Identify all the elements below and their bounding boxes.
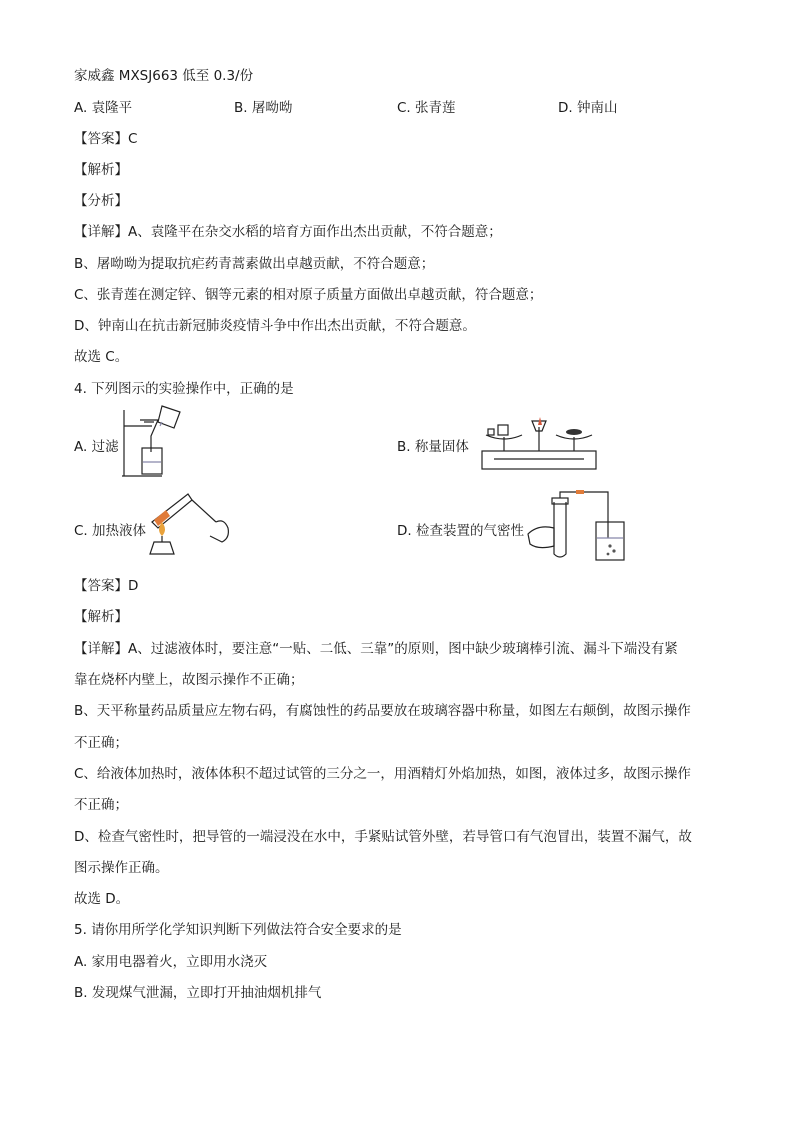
q3-option-a: A. 袁隆平 <box>74 100 133 116</box>
q5-stem: 5. 请你用所学化学知识判断下列做法符合安全要求的是 <box>74 922 402 938</box>
q3-detail-line: D、钟南山在抗击新冠肺炎疫情斗争中作出杰出贡献，不符合题意。 <box>74 318 476 334</box>
q3-option-b: B. 屠呦呦 <box>234 100 293 116</box>
q4-detail-line: B、天平称量药品质量应左物右码，有腐蚀性的药品要放在玻璃容器中称量，如图左右颠倒，故图示操作 <box>74 703 691 719</box>
q4-option-b: B. 称量固体 <box>397 439 469 455</box>
q4-conclusion: 故选 D。 <box>74 891 130 907</box>
q3-fenxi-label: 【分析】 <box>74 193 128 209</box>
q5-option-b: B. 发现煤气泄漏，立即打开抽油烟机排气 <box>74 985 322 1001</box>
header-note: 家威鑫 MXSJ663 低至 0.3/份 <box>74 68 254 84</box>
q3-conclusion: 故选 C。 <box>74 349 129 365</box>
q4-option-d: D. 检查装置的气密性 <box>397 523 524 539</box>
q4-detail-line: D、检查气密性时，把导管的一端浸没在水中，手紧贴试管外壁，若导管口有气泡冒出，装置不漏气，故 <box>74 829 692 845</box>
heating-liquid-figure <box>144 488 236 560</box>
q4-option-a: A. 过滤 <box>74 439 119 455</box>
q4-stem: 4. 下列图示的实验操作中，正确的是 <box>74 381 294 397</box>
airtightness-check-figure <box>524 488 636 564</box>
q4-option-c: C. 加热液体 <box>74 523 147 539</box>
q4-detail-line: 靠在烧杯内壁上，故图示操作不正确； <box>74 672 304 688</box>
q4-answer: 【答案】D <box>74 578 139 594</box>
q3-option-c: C. 张青莲 <box>397 100 456 116</box>
q4-detail-line: 不正确； <box>74 735 128 751</box>
q3-analysis-label: 【解析】 <box>74 162 128 178</box>
q4-detail-line: 不正确； <box>74 797 128 813</box>
filtration-apparatus-figure <box>122 404 192 480</box>
q3-option-d: D. 钟南山 <box>558 100 618 116</box>
q3-detail-line: B、屠呦呦为提取抗疟药青蒿素做出卓越贡献，不符合题意； <box>74 256 435 272</box>
q3-answer: 【答案】C <box>74 131 138 147</box>
q4-analysis-label: 【解析】 <box>74 609 128 625</box>
q4-detail-line: 图示操作正确。 <box>74 860 169 876</box>
balance-scale-figure <box>474 413 604 475</box>
q5-option-a: A. 家用电器着火，立即用水浇灭 <box>74 954 268 970</box>
q3-detail-line: 【详解】A、袁隆平在杂交水稻的培育方面作出杰出贡献，不符合题意； <box>74 224 502 240</box>
q4-detail-line: C、给液体加热时，液体体积不超过试管的三分之一，用酒精灯外焰加热，如图，液体过多，故图示操作 <box>74 766 691 782</box>
q4-detail-line: 【详解】A、过滤液体时，要注意“一贴、二低、三靠”的原则，图中缺少玻璃棒引流、漏斗下端没有紧 <box>74 641 678 657</box>
q3-detail-line: C、张青莲在测定锌、铟等元素的相对原子质量方面做出卓越贡献，符合题意； <box>74 287 543 303</box>
